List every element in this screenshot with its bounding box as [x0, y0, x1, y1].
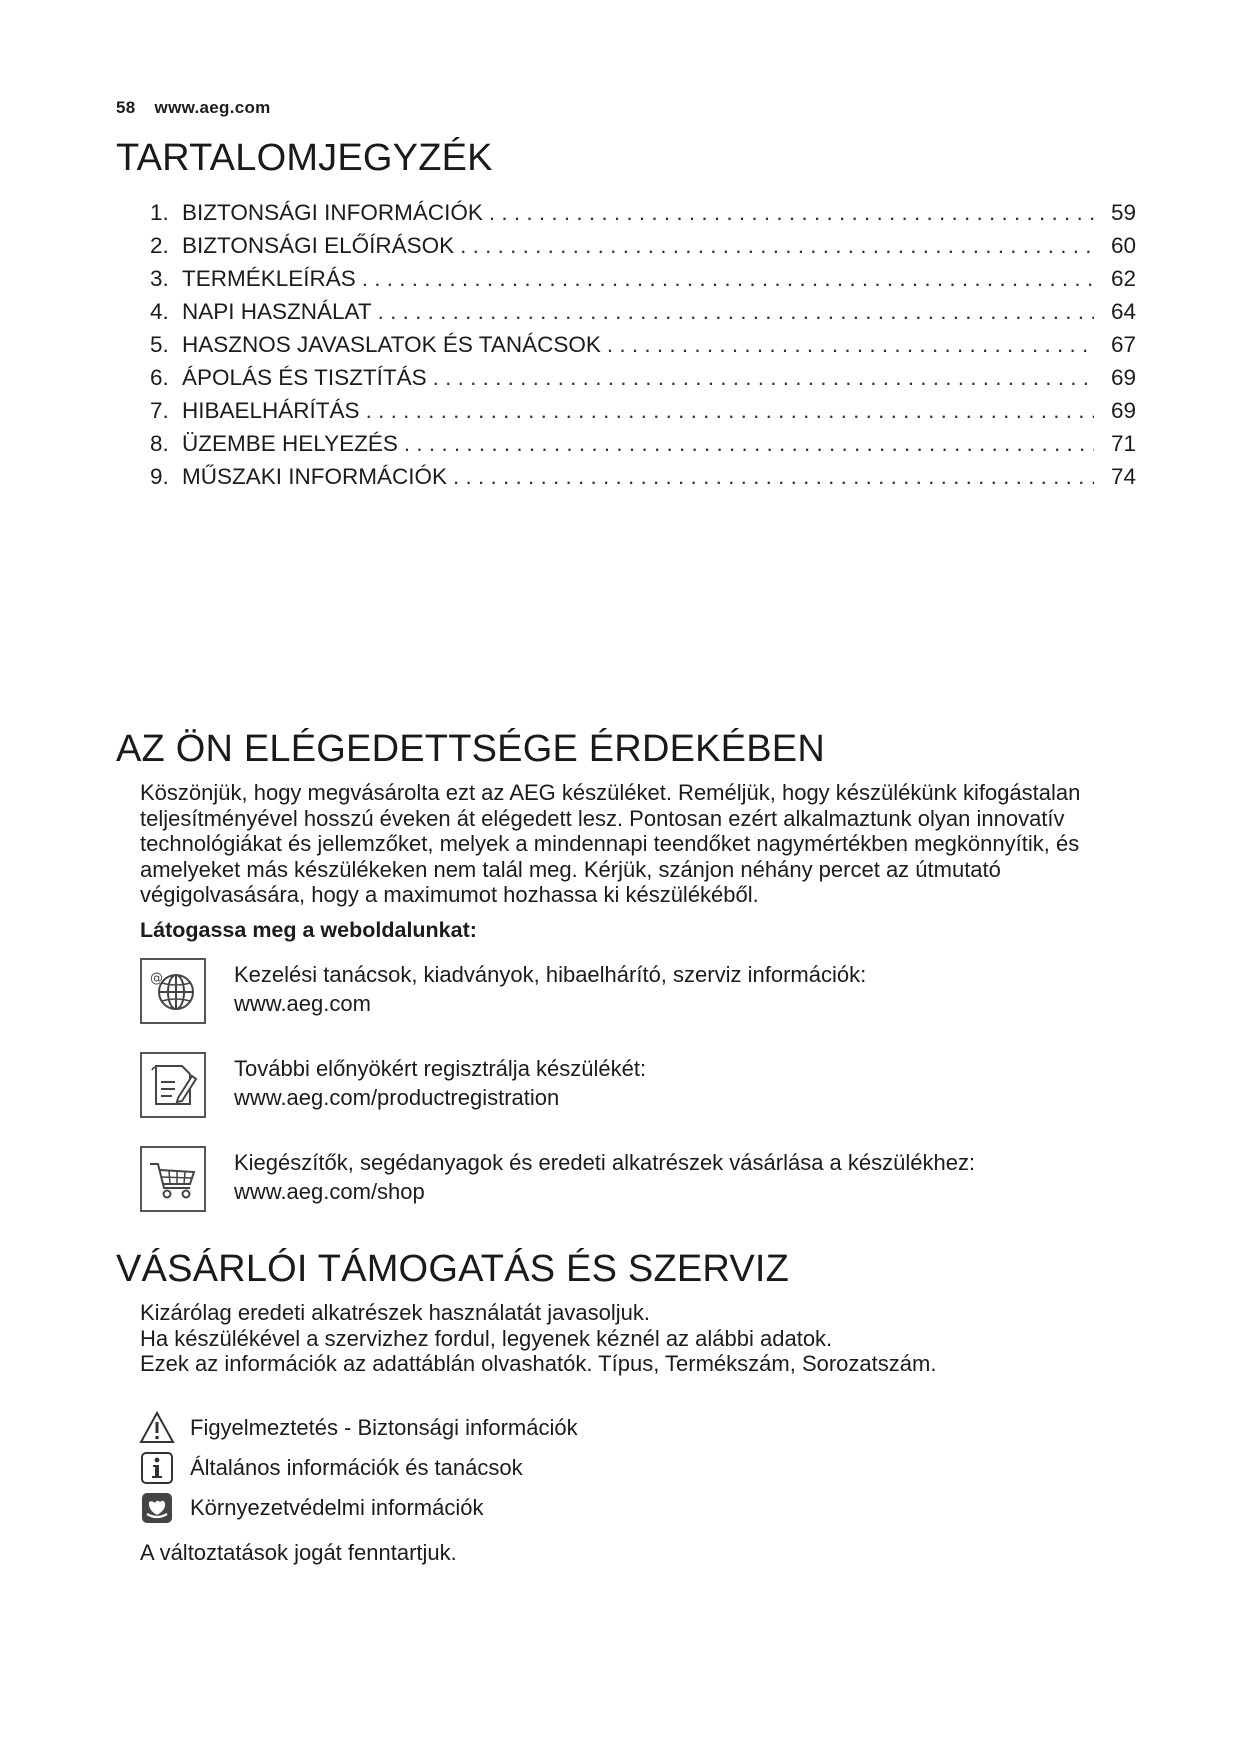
- toc-item-number: 8.: [150, 431, 169, 456]
- globe-icon: [140, 958, 206, 1024]
- warning-icon: [138, 1410, 176, 1446]
- legend-item-label: Általános információk és tanácsok: [190, 1455, 523, 1480]
- website-link-row: [140, 1052, 1140, 1122]
- toc-item-number: 3.: [150, 266, 169, 291]
- toc-item[interactable]: [150, 200, 1136, 233]
- legend-item: [138, 1448, 578, 1488]
- toc-item-label: TERMÉKLEÍRÁS: [182, 266, 356, 291]
- toc-item[interactable]: [150, 431, 1136, 464]
- toc-item-number: 5.: [150, 332, 169, 357]
- toc-item-number: 4.: [150, 299, 169, 324]
- toc-item-label: HASZNOS JAVASLATOK ÉS TANÁCSOK: [182, 332, 601, 357]
- toc-item[interactable]: [150, 233, 1136, 266]
- toc-leader-dots: [366, 398, 1094, 424]
- symbol-legend: [138, 1408, 578, 1528]
- toc-item-label: NAPI HASZNÁLAT: [182, 299, 372, 324]
- toc-leader-dots: [489, 200, 1094, 226]
- legend-item: [138, 1488, 578, 1528]
- toc-item-page: 69: [1110, 365, 1136, 390]
- visit-website-label: Látogassa meg a weboldalunkat:: [140, 918, 477, 942]
- toc-item-label: BIZTONSÁGI ELŐÍRÁSOK: [182, 233, 455, 258]
- toc-item-page: 62: [1110, 266, 1136, 291]
- rights-reserved-note: A változtatások jogát fenntartjuk.: [140, 1540, 457, 1565]
- legend-item: [138, 1408, 578, 1448]
- toc-item-number: 9.: [150, 464, 169, 489]
- toc-item-page: 71: [1110, 431, 1136, 456]
- table-of-contents: [150, 200, 1136, 497]
- website-link[interactable]: www.aeg.com/shop: [234, 1179, 425, 1204]
- customer-service-line: Kizárólag eredeti alkatrészek használatát javasoljuk.: [140, 1300, 650, 1325]
- toc-item-number: 1.: [150, 200, 169, 225]
- toc-item-page: 74: [1110, 464, 1136, 489]
- customer-service-text: [140, 1300, 1130, 1377]
- toc-item-label: ÜZEMBE HELYEZÉS: [182, 431, 398, 456]
- toc-leader-dots: [378, 299, 1094, 325]
- legend-item-label: Figyelmeztetés - Biztonsági információk: [190, 1415, 578, 1440]
- satisfaction-intro: Köszönjük, hogy megvásárolta ezt az AEG készüléket. Reméljük, hogy készülékünk kifogástalan teljesítményével hosszú éveken át elégedett lesz. Pontosan ezért alkalmaztunk olyan innovatív technológiákat és jellemzőket, melyek a mindennapi teendőket nagymértékben megkönnyítik, és amelyeket más készülékeken nem talál meg. Kérjük, szánjon néhány percet az útmutató végigolvasására, hogy a maximumot hozhassa ki készülékéből.: [140, 780, 1081, 907]
- website-link-row: [140, 958, 1140, 1028]
- website-link-description: Kiegészítők, segédanyagok és eredeti alkatrészek vásárlása a készülékhez:: [234, 1150, 976, 1175]
- toc-leader-dots: [453, 464, 1094, 490]
- header-website[interactable]: www.aeg.com: [154, 98, 271, 117]
- page-number: 58: [116, 98, 136, 117]
- toc-item[interactable]: [150, 464, 1136, 497]
- toc-leader-dots: [362, 266, 1094, 292]
- toc-item[interactable]: [150, 332, 1136, 365]
- info-icon: [138, 1450, 176, 1486]
- toc-item-page: 60: [1110, 233, 1136, 258]
- toc-item-page: 69: [1110, 398, 1136, 423]
- toc-leader-dots: [404, 431, 1094, 457]
- toc-item[interactable]: [150, 299, 1136, 332]
- toc-title: TARTALOMJEGYZÉK: [116, 137, 493, 179]
- customer-service-line: Ha készülékével a szervizhez fordul, legyenek kéznél az alábbi adatok.: [140, 1325, 833, 1351]
- toc-item-label: MŰSZAKI INFORMÁCIÓK: [182, 464, 448, 489]
- registration-icon: [140, 1052, 206, 1118]
- toc-leader-dots: [433, 365, 1094, 391]
- website-link-description: További előnyökért regisztrálja készülékét:: [234, 1056, 647, 1081]
- toc-item-page: 67: [1110, 332, 1136, 357]
- toc-item-number: 2.: [150, 233, 169, 258]
- shopping-cart-icon: [140, 1146, 206, 1212]
- toc-item[interactable]: [150, 266, 1136, 299]
- toc-item-label: ÁPOLÁS ÉS TISZTÍTÁS: [182, 365, 427, 390]
- toc-item[interactable]: [150, 398, 1136, 431]
- toc-item-label: BIZTONSÁGI INFORMÁCIÓK: [182, 200, 483, 225]
- website-link[interactable]: www.aeg.com: [234, 991, 371, 1016]
- legend-item-label: Környezetvédelmi információk: [190, 1495, 484, 1520]
- environment-icon: [138, 1490, 176, 1526]
- satisfaction-title: AZ ÖN ELÉGEDETTSÉGE ÉRDEKÉBEN: [116, 728, 825, 770]
- svg-text:@: @: [150, 971, 163, 986]
- toc-item[interactable]: [150, 365, 1136, 398]
- toc-item-page: 64: [1110, 299, 1136, 324]
- toc-item-page: 59: [1110, 200, 1136, 225]
- customer-service-title: VÁSÁRLÓI TÁMOGATÁS ÉS SZERVIZ: [116, 1248, 790, 1290]
- toc-leader-dots: [607, 332, 1094, 358]
- toc-item-number: 6.: [150, 365, 169, 390]
- customer-service-line: Ezek az információk az adattáblán olvashatók. Típus, Termékszám, Sorozatszám.: [140, 1351, 937, 1376]
- page-header: [116, 98, 271, 118]
- website-link-description: Kezelési tanácsok, kiadványok, hibaelhárító, szerviz információk:: [234, 962, 867, 987]
- toc-leader-dots: [460, 233, 1094, 259]
- toc-item-label: HIBAELHÁRÍTÁS: [182, 398, 360, 423]
- website-link[interactable]: www.aeg.com/productregistration: [234, 1085, 560, 1110]
- toc-item-number: 7.: [150, 398, 169, 423]
- website-link-row: [140, 1146, 1140, 1216]
